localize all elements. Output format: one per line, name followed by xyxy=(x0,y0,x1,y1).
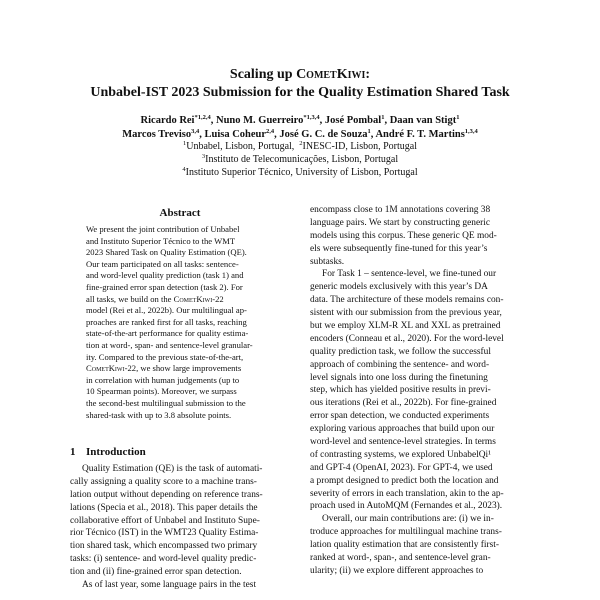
author-name: André F. T. Martins xyxy=(375,129,465,140)
author-affiliation-marker: 1 xyxy=(456,114,460,121)
author-name: José G. C. de Souza xyxy=(279,129,368,140)
right-column-text-line: language pairs. We start by constructing generic xyxy=(310,217,491,228)
right-column-text-line: encoders (Conneau et al., 2020). For the word-level xyxy=(310,333,504,344)
author-affiliation-marker: *1,2,4 xyxy=(194,114,211,121)
abstract-text-line: model (Rei et al., 2022b). Our multilingual ap- xyxy=(86,305,247,316)
abstract-text-line: ity. Compared to the previous state-of-the-art, xyxy=(86,351,244,362)
right-column-text-line: sistent with our submission from the previous year, xyxy=(310,308,502,319)
right-column-text-line: ous iterations (Rei et al., 2022b). For fine-grained xyxy=(310,398,497,409)
right-column-text-line: ularity; (ii) we explore different approaches to xyxy=(310,565,484,576)
right-column-text-line: lation quality estimation that are consistently first- xyxy=(310,540,500,551)
cometkiwi-name: CometKiwi xyxy=(296,67,366,82)
author-name: Marcos Treviso xyxy=(122,129,192,140)
right-column-text-line: data. The architecture of these models remains con- xyxy=(310,295,504,306)
abstract-text-line: in correlation with human judgements (up to xyxy=(86,374,240,385)
author-name: Daan van Stigt xyxy=(389,115,457,126)
right-column-text-line: generic models exclusively with this year’s DA xyxy=(310,282,488,293)
right-column-text-line: error span detection, we conducted experiments xyxy=(310,411,490,422)
abstract-text-line: 10 Spearman points). Moreover, we surpass xyxy=(86,386,237,397)
abstract-text-line: tion at word-, span- and sentence-level granular- xyxy=(86,339,253,350)
affiliation-line-3: $^4$Instituto Superior Técnico, University of Lisbon, Portugal xyxy=(182,166,418,178)
introduction-text-line: tion shared task, which encompassed two primary xyxy=(70,541,258,552)
author-name: Ricardo Rei xyxy=(140,115,195,126)
affiliation-line-2: $^3$Instituto de Telecomunicações, Lisbon, Portugal xyxy=(201,153,399,165)
abstract-heading: Abstract xyxy=(159,207,201,219)
author-list-line-2: Marcos Treviso$^{3,4}$, Luisa Coheur$^{2,4}$, José G. C. de Souza$^1$, André F. T. Martins$^{1,3,4}$ xyxy=(122,128,478,140)
introduction-text-line: As of last year, some language pairs in the test xyxy=(82,580,257,591)
author-name: Nuno M. Guerreiro xyxy=(215,115,304,126)
right-column-body xyxy=(310,204,536,578)
abstract-text-line: state-of-the-art performance for quality estima- xyxy=(86,328,249,339)
introduction-body xyxy=(70,463,298,592)
abstract-text-line: all tasks, we build on the CometKiwi-22 xyxy=(86,293,224,304)
abstract-text-line: CometKiwi-22, we show large improvements xyxy=(86,363,242,374)
right-column-text-line: severity of errors in each translation, akin to the ap- xyxy=(310,488,504,499)
introduction-text-line: cally assigning a quality score to a machine trans- xyxy=(70,476,257,487)
author-name: Luisa Coheur xyxy=(204,129,267,140)
right-column-text-line: subtasks. xyxy=(310,256,345,267)
right-column-text-line: approach of combining the sentence- and word- xyxy=(310,359,490,370)
introduction-text-line: tasks: (i) sentence- and word-level quality predic- xyxy=(70,554,257,565)
introduction-text-line: Quality Estimation (QE) is the task of automati- xyxy=(82,464,263,474)
right-column-text-line: a prompt designed to predict both the location and xyxy=(310,475,499,486)
abstract-text-line: shared-task with up to 3.8 absolute points. xyxy=(86,409,232,420)
right-column-text-line: exploring various approaches that build upon our xyxy=(310,424,495,435)
introduction-text-line: tion and (ii) fine-grained error span detection. xyxy=(70,567,242,578)
abstract-text-line: and word-level quality prediction (task 1) and xyxy=(86,270,244,281)
paper-title-line-2: Unbabel-IST 2023 Submission for the Quality Estimation Shared Task xyxy=(90,85,510,100)
author-affiliation-marker: *1,3,4 xyxy=(303,114,320,121)
section-heading-introduction xyxy=(70,445,146,459)
abstract-text-line: fine-grained error span detection (task 2). For xyxy=(86,281,243,292)
affiliation-line-1: $^1$Unbabel, Lisbon, Portugal, $^2$INESC-ID, Lisbon, Portugal xyxy=(183,140,417,152)
right-column-text-line: ranked at word-, span-, and sentence-level gran- xyxy=(310,553,491,564)
author-name: José Pombal xyxy=(324,115,382,126)
introduction-text-line: rior Técnico (IST) in the WMT23 Quality Estima- xyxy=(70,528,259,539)
author-affiliation-marker: 2,4 xyxy=(266,128,275,135)
paper-title-line-1: Scaling up CometKiwi: xyxy=(229,67,371,82)
introduction-text-line: lations (Specia et al., 2018). This paper details the xyxy=(70,502,258,513)
right-column-text-line: quality prediction task, we follow the successful xyxy=(310,346,491,357)
right-column-text-line: step, which has yielded positive results in previ- xyxy=(310,385,491,396)
abstract-text-line: proaches are ranked first for all tasks, reaching xyxy=(86,316,247,327)
right-column-text-line: els were subsequently fine-tuned for this year’s xyxy=(310,243,488,254)
right-column-text-line: encompass close to 1M annotations covering 38 xyxy=(310,205,491,215)
right-column-text-line: proach used in AutoMQM (Fernandes et al., 2023). xyxy=(310,501,503,512)
author-affiliation-marker: 3,4 xyxy=(191,128,200,135)
section-number: 1 xyxy=(70,446,76,458)
abstract-text-line: and Instituto Superior Técnico to the WMT xyxy=(86,235,236,246)
abstract-body xyxy=(86,224,276,421)
right-column-text-line: of contrasting systems, we explored UnbabelQi¹ xyxy=(310,449,491,460)
right-column-text-line: level signals into one loss during the finetuning xyxy=(310,372,488,383)
abstract-text-line: the second-best multilingual submission to the xyxy=(86,397,246,408)
right-column-text-line: word-level and sentence-level strategies. In terms xyxy=(310,437,496,448)
abstract-text-line: We present the joint contribution of Unbabel xyxy=(86,224,240,234)
abstract-text-line: 2023 Shared Task on Quality Estimation (QE). xyxy=(86,247,247,258)
author-affiliation-marker: 1 xyxy=(367,128,371,135)
right-column-text-line: For Task 1 – sentence-level, we fine-tuned our xyxy=(322,269,497,280)
right-column-text-line: troduce approaches for multilingual machine trans- xyxy=(310,527,502,538)
author-affiliation-marker: 1 xyxy=(381,114,385,121)
author-affiliation-marker: 1,3,4 xyxy=(464,128,478,135)
abstract-text-line: Our team participated on all tasks: sentence- xyxy=(86,258,239,269)
introduction-text-line: collaborative effort of Unbabel and Instituto Supe- xyxy=(70,515,260,526)
right-column-text-line: but we employ XLM-R XL and XXL as pretrained xyxy=(310,321,501,332)
section-title: Introduction xyxy=(86,446,146,458)
author-list-line-1: Ricardo Rei$^{*1,2,4}$, Nuno M. Guerreiro$^{*1,3,4}$, José Pombal$^1$, Daan van Stigt$^1$ xyxy=(140,114,460,126)
right-column-text-line: and GPT-4 (OpenAI, 2023). For GPT-4, we used xyxy=(310,462,493,473)
right-column-text-line: Overall, our main contributions are: (i) we in- xyxy=(322,514,494,525)
right-column-text-line: models using this corpus. These generic QE mod- xyxy=(310,230,497,241)
introduction-text-line: lation output without depending on reference trans- xyxy=(70,489,263,500)
